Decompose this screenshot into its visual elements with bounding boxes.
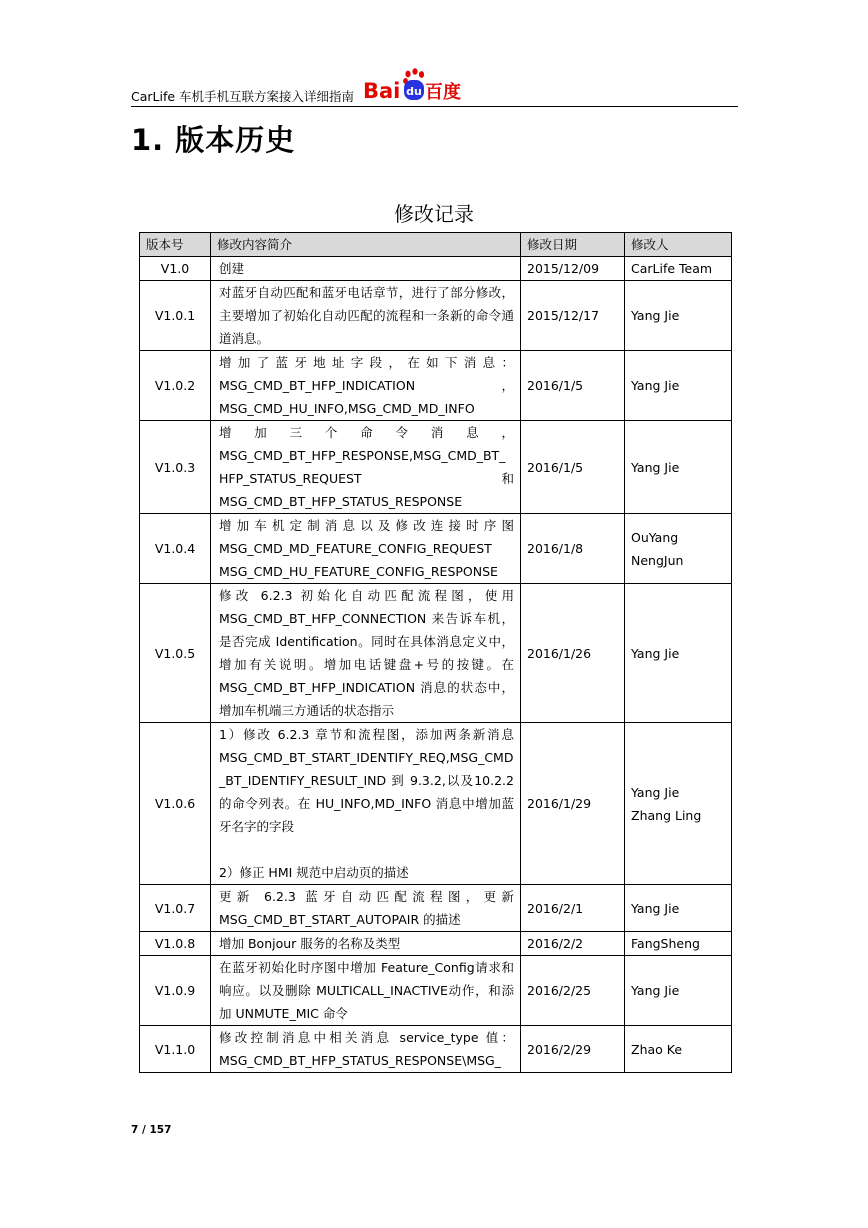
table-row xyxy=(140,351,732,421)
version-cell: V1.0.6 xyxy=(140,723,211,885)
content-cell: 增加 Bonjour 服务的名称及类型 xyxy=(211,932,521,956)
version-cell: V1.0.3 xyxy=(140,421,211,514)
table-row xyxy=(140,281,732,351)
version-cell: V1.0.9 xyxy=(140,956,211,1026)
author-cell: Yang Jie xyxy=(625,351,732,421)
content-cell: 创建 xyxy=(211,257,521,281)
table-row xyxy=(140,723,732,885)
content-cell: 增加了蓝牙地址字段，在如下消息：MSG_CMD_BT_HFP_INDICATION，MSG_CMD_HU_INFO,MSG_CMD_MD_INFO xyxy=(211,351,521,421)
date-cell: 2016/1/5 xyxy=(521,421,625,514)
logo-bai: Bai xyxy=(363,79,401,102)
header-author: 修改人 xyxy=(625,233,732,257)
table-row xyxy=(140,257,732,281)
author-cell: Yang Jie xyxy=(625,421,732,514)
header-version: 版本号 xyxy=(140,233,211,257)
author-cell: CarLife Team xyxy=(625,257,732,281)
version-cell: V1.0.1 xyxy=(140,281,211,351)
date-cell: 2016/1/8 xyxy=(521,514,625,584)
page-separator: / xyxy=(138,1124,150,1136)
table-row xyxy=(140,514,732,584)
version-cell: V1.0.4 xyxy=(140,514,211,584)
content-cell: 增加车机定制消息以及修改连接时序图MSG_CMD_MD_FEATURE_CONFIG_REQUEST MSG_CMD_HU_FEATURE_CONFIG_RESPONSE xyxy=(211,514,521,584)
date-cell: 2016/2/29 xyxy=(521,1026,625,1073)
baidu-logo xyxy=(363,68,461,102)
header-date: 修改日期 xyxy=(521,233,625,257)
content-cell: 更新 6.2.3 蓝牙自动匹配流程图，更新MSG_CMD_BT_START_AUTOPAIR 的描述 xyxy=(211,885,521,932)
version-cell: V1.0 xyxy=(140,257,211,281)
logo-du: du xyxy=(406,85,422,98)
date-cell: 2016/1/29 xyxy=(521,723,625,885)
table-row xyxy=(140,421,732,514)
date-cell: 2016/1/5 xyxy=(521,351,625,421)
page-total: 157 xyxy=(149,1124,172,1136)
table-row xyxy=(140,1026,732,1073)
date-cell: 2016/1/26 xyxy=(521,584,625,723)
content-cell: 增加三个命令消息，MSG_CMD_BT_HFP_RESPONSE,MSG_CMD_BT_HFP_STATUS_REQUEST 和MSG_CMD_BT_HFP_STATUS_RESPONSE xyxy=(211,421,521,514)
version-cell: V1.1.0 xyxy=(140,1026,211,1073)
author-cell: Yang Jie xyxy=(625,885,732,932)
date-cell: 2016/2/1 xyxy=(521,885,625,932)
table-row xyxy=(140,584,732,723)
version-cell: V1.0.2 xyxy=(140,351,211,421)
author-cell: Yang Jie xyxy=(625,956,732,1026)
revision-table xyxy=(139,232,732,1073)
table-row xyxy=(140,932,732,956)
date-cell: 2016/2/25 xyxy=(521,956,625,1026)
page-footer xyxy=(131,1124,171,1136)
header-content: 修改内容简介 xyxy=(211,233,521,257)
version-cell: V1.0.5 xyxy=(140,584,211,723)
author-cell: FangSheng xyxy=(625,932,732,956)
content-cell: 1）修改 6.2.3 章节和流程图，添加两条新消息MSG_CMD_BT_START_IDENTIFY_REQ,MSG_CMD_BT_IDENTIFY_RESULT_IND 到 9.3.2,以及10.2.2 的命令列表。在 HU_INFO,MD_INFO 消息中增加蓝牙名字的字段 2）修正 HMI 规范中启动页的描述 xyxy=(211,723,521,885)
table-caption: 修改记录 xyxy=(394,202,474,226)
page-header xyxy=(131,64,738,107)
version-cell: V1.0.7 xyxy=(140,885,211,932)
table-row xyxy=(140,956,732,1026)
date-cell: 2015/12/09 xyxy=(521,257,625,281)
page-number: 7 xyxy=(131,1124,139,1136)
content-cell: 对蓝牙自动匹配和蓝牙电话章节，进行了部分修改，主要增加了初始化自动匹配的流程和一条新的命令通道消息。 xyxy=(211,281,521,351)
table-row xyxy=(140,885,732,932)
document-title: CarLife 车机手机互联方案接入详细指南 xyxy=(131,89,355,104)
content-cell: 在蓝牙初始化时序图中增加 Feature_Config请求和响应。以及删除 MULTICALL_INACTIVE动作，和添加 UNMUTE_MIC 命令 xyxy=(211,956,521,1026)
logo-baidu-cn: 百度 xyxy=(425,82,461,102)
version-cell: V1.0.8 xyxy=(140,932,211,956)
section-heading: 1. 版本历史 xyxy=(131,123,296,157)
author-cell: Yang Jie Zhang Ling xyxy=(625,723,732,885)
author-cell: OuYang NengJun xyxy=(625,514,732,584)
content-cell: 修改控制消息中相关消息 service_type 值：MSG_CMD_BT_HFP_STATUS_RESPONSE\MSG_ xyxy=(211,1026,521,1073)
date-cell: 2015/12/17 xyxy=(521,281,625,351)
author-cell: Zhao Ke xyxy=(625,1026,732,1073)
date-cell: 2016/2/2 xyxy=(521,932,625,956)
table-header-row xyxy=(140,233,732,257)
author-cell: Yang Jie xyxy=(625,281,732,351)
content-cell: 修改 6.2.3 初始化自动匹配流程图，使用MSG_CMD_BT_HFP_CONNECTION 来告诉车机，是否完成 Identification。同时在具体消息定义中，增加有关说明。增加电话键盘+号的按键。在 MSG_CMD_BT_HFP_INDICATION 消息的状态中，增加车机端三方通话的状态指示 xyxy=(211,584,521,723)
author-cell: Yang Jie xyxy=(625,584,732,723)
